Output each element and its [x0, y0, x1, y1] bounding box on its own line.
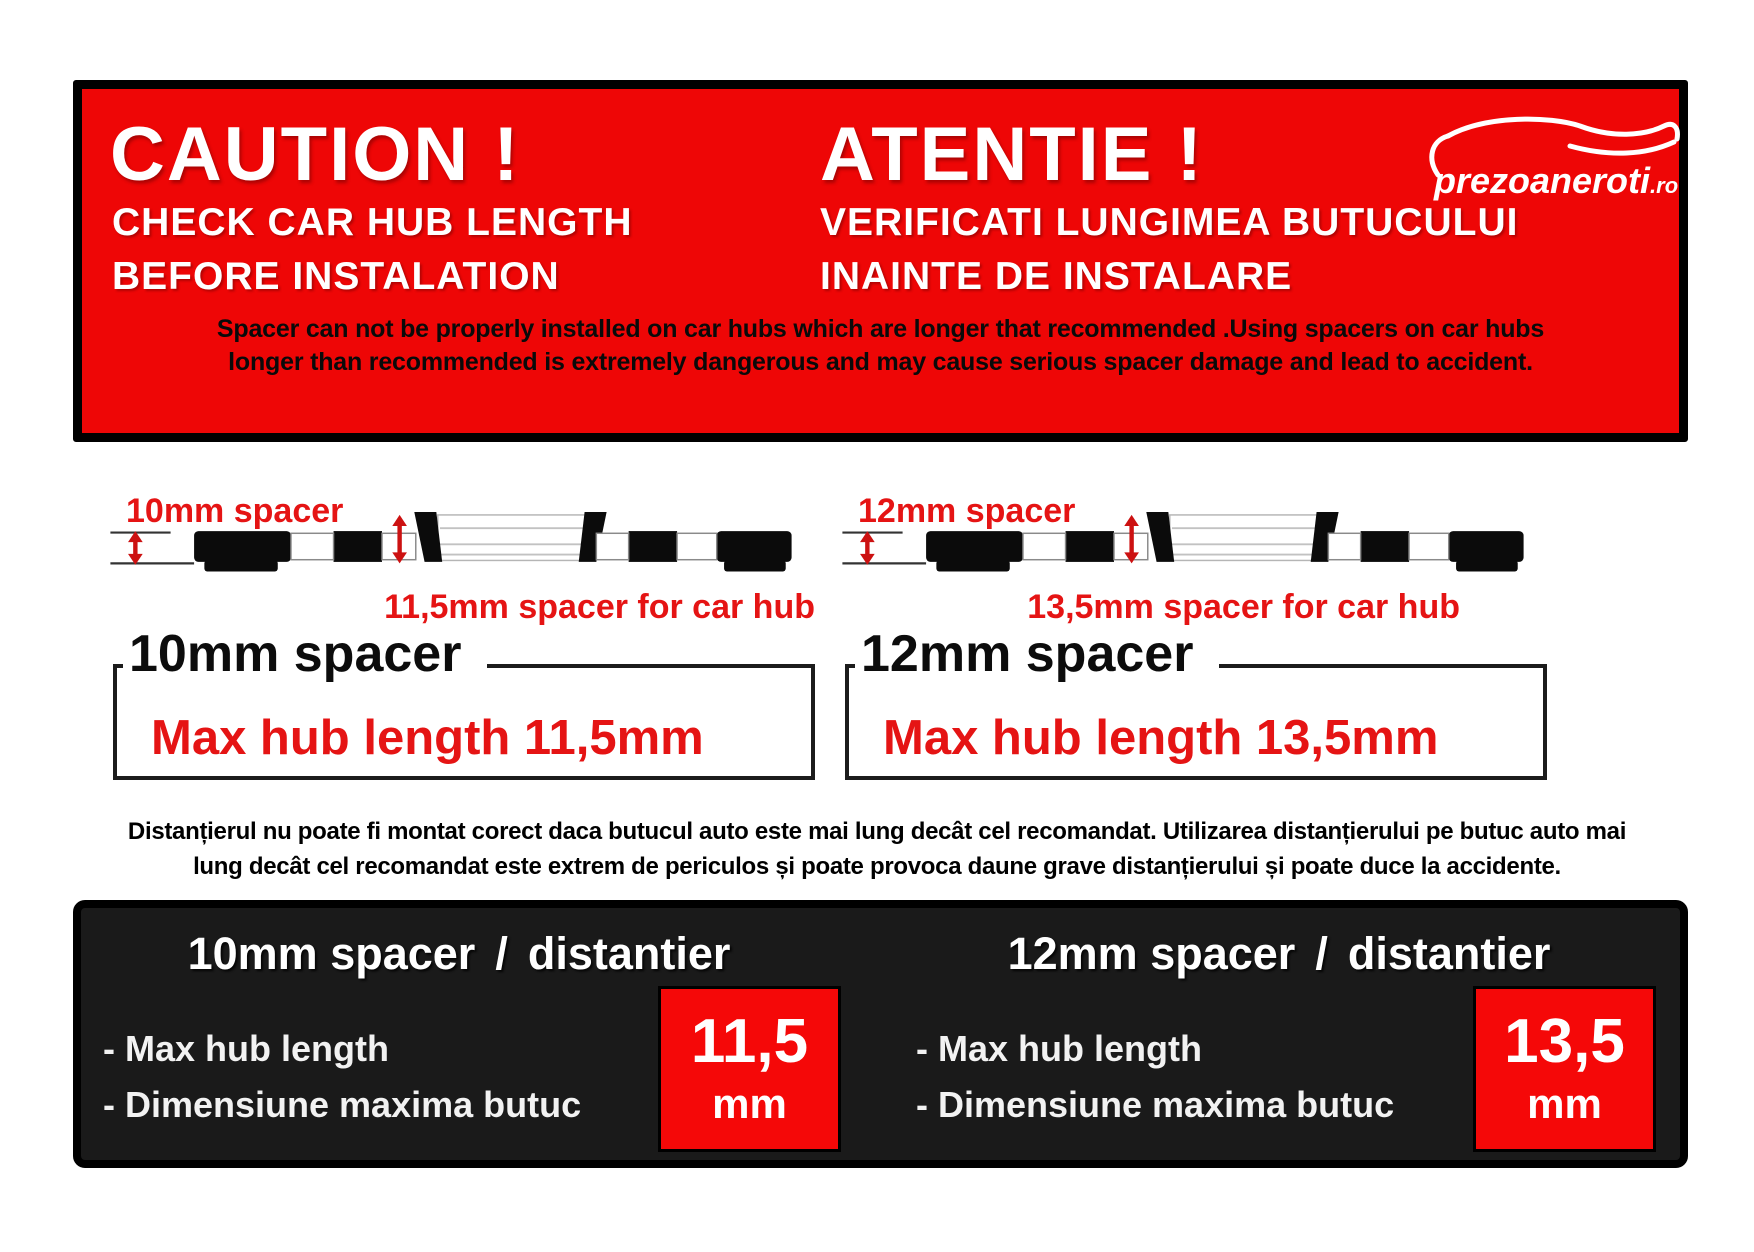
- left-max-hub-box: [113, 625, 815, 780]
- right-spec-unit: mm: [1527, 1080, 1602, 1127]
- left-spec-bullet-max-hub: - Max hub length: [103, 1028, 389, 1069]
- left-spec-bullet-dimensiune: - Dimensiune maxima butuc: [103, 1084, 582, 1125]
- right-spec-value-box: [1473, 986, 1656, 1152]
- left-spec-product: 10mm spacer: [187, 928, 476, 979]
- caution-note-en-line2: longer than recommended is extremely dangerous and may cause serious spacer damage and lead to accident.: [228, 348, 1533, 376]
- left-spec-value: 11,5: [690, 1007, 809, 1076]
- spacer-cross-section: [194, 512, 792, 571]
- right-spec-bullet-max-hub: - Max hub length: [916, 1028, 1202, 1069]
- left-max-hub-value: Max hub length 11,5mm: [151, 711, 704, 765]
- caution-heading-ro: ATENTIE !: [820, 112, 1204, 197]
- spacer-cross-section: [926, 512, 1524, 571]
- logo-wordmark: prezoaneroti.ro: [1434, 160, 1679, 201]
- right-hub-size-label: 13,5mm spacer for car hub: [1027, 588, 1460, 626]
- right-spec-name: distantier: [1347, 928, 1551, 979]
- right-box-heading: 12mm spacer: [855, 628, 1219, 680]
- left-spec-name: distantier: [527, 928, 731, 979]
- right-spec-separator: /: [1315, 928, 1328, 979]
- measure-lines: [842, 533, 926, 564]
- left-spec-unit: mm: [712, 1080, 787, 1127]
- warning-note-ro-line2: lung decât cel recomandat este extrem de periculos și poate provoca daune grave distanțierului și poate duce la accidente.: [193, 853, 1561, 880]
- left-spacer-size-label: 10mm spacer: [126, 492, 344, 530]
- subheading-ro-line1: VERIFICATI LUNGIMEA BUTUCULUI: [820, 201, 1519, 244]
- left-spec-title: [159, 928, 759, 980]
- caution-banner: [73, 80, 1688, 442]
- caution-note-en: [82, 313, 1679, 379]
- left-spec-value-box: [658, 986, 841, 1152]
- brand-logo: [1422, 113, 1684, 209]
- subheading-en-line2: BEFORE INSTALATION: [112, 255, 560, 298]
- left-box-heading: 10mm spacer: [123, 628, 487, 680]
- thickness-arrow-icon: [128, 531, 143, 565]
- spacer-diagram-right: [838, 506, 1528, 587]
- warning-note-ro: [27, 814, 1727, 884]
- warning-note-ro-line1: Distanțierul nu poate fi montat corect daca butucul auto este mai lung decât cel recomandat. Utilizarea distanțierului pe butuc auto mai: [127, 818, 1627, 845]
- right-spec-product: 12mm spacer: [1007, 928, 1296, 979]
- subheading-en-line1: CHECK CAR HUB LENGTH: [112, 201, 633, 244]
- measure-lines: [110, 533, 194, 564]
- spec-banner: [73, 900, 1688, 1168]
- right-spec-title: [979, 928, 1579, 980]
- spacer-diagram-left: [106, 506, 796, 587]
- right-spec-value: 13,5: [1504, 1007, 1625, 1076]
- right-spacer-size-label: 12mm spacer: [858, 492, 1076, 530]
- right-spec-bullet-dimensiune: - Dimensiune maxima butuc: [916, 1084, 1395, 1125]
- caution-heading-en: CAUTION !: [110, 112, 521, 197]
- caution-note-en-line1: Spacer can not be properly installed on car hubs which are longer that recommended .Using spacers on car hubs: [216, 315, 1545, 343]
- left-spec-separator: /: [495, 928, 508, 979]
- subheading-ro-line2: INAINTE DE INSTALARE: [820, 255, 1293, 298]
- right-max-hub-box: [845, 625, 1547, 780]
- right-max-hub-value: Max hub length 13,5mm: [883, 711, 1439, 765]
- left-hub-size-label: 11,5mm spacer for car hub: [384, 588, 815, 626]
- thickness-arrow-icon: [860, 531, 875, 565]
